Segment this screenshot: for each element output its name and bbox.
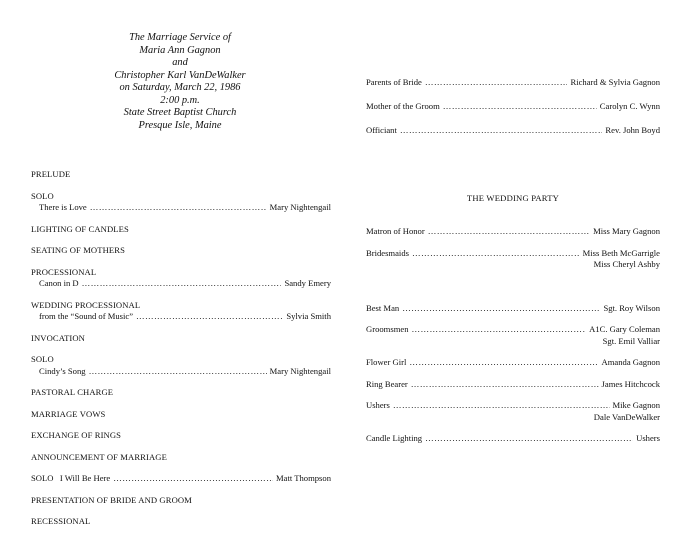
participant-row bbox=[366, 400, 660, 423]
participant-entry bbox=[366, 248, 660, 260]
program-item bbox=[31, 430, 331, 442]
header-line: and bbox=[172, 57, 188, 68]
family-and-officiant bbox=[366, 77, 660, 149]
dot-leader bbox=[412, 248, 580, 260]
role-label: Matron of Honor bbox=[366, 226, 425, 236]
participant-name-extra: Sgt. Emil Valliar bbox=[602, 335, 660, 346]
participant-row bbox=[366, 101, 660, 113]
participant-name: Rev. John Boyd bbox=[605, 125, 660, 135]
participant-row bbox=[366, 324, 660, 347]
program-item-detail bbox=[31, 473, 331, 485]
dot-leader bbox=[82, 278, 282, 290]
service-header bbox=[80, 32, 280, 132]
participant-entry bbox=[366, 357, 660, 369]
program-item-title: PASTORAL CHARGE bbox=[31, 387, 114, 397]
dot-leader bbox=[400, 125, 603, 137]
participant-entry bbox=[366, 324, 660, 336]
header-line: Maria Ann Gagnon bbox=[139, 44, 221, 56]
program-item-title: SOLO bbox=[31, 190, 54, 201]
dot-leader bbox=[425, 77, 568, 89]
dot-leader bbox=[393, 400, 610, 412]
participant-row bbox=[366, 125, 660, 137]
role-label: Officiant bbox=[366, 125, 397, 135]
participant-row bbox=[366, 77, 660, 89]
program-item-title: SOLO bbox=[31, 354, 54, 364]
dot-leader bbox=[428, 226, 590, 238]
header-line: 2:00 p.m. bbox=[160, 94, 200, 106]
role-label: Bridesmaids bbox=[366, 247, 409, 258]
role-label: Flower Girl bbox=[366, 357, 407, 367]
participant-name: Mike Gagnon bbox=[612, 400, 660, 410]
program-item-detail bbox=[31, 202, 331, 214]
participant-name-extra: Miss Cheryl Ashby bbox=[593, 259, 660, 269]
dot-leader bbox=[412, 324, 587, 336]
participant-row bbox=[366, 226, 660, 238]
program-item bbox=[31, 473, 331, 485]
program-item bbox=[31, 495, 331, 507]
dot-leader bbox=[411, 379, 599, 391]
dot-leader bbox=[136, 311, 283, 323]
role-label: Mother of the Groom bbox=[366, 101, 440, 111]
participant-entry bbox=[366, 379, 660, 391]
role-label: Groomsmen bbox=[366, 324, 409, 334]
program-item bbox=[31, 452, 331, 464]
program-item bbox=[31, 333, 331, 345]
program-item bbox=[31, 354, 331, 377]
program-item-title: SOLO I Will Be Here bbox=[31, 473, 111, 483]
performer-name: Sandy Emery bbox=[284, 278, 331, 288]
wedding-party-heading: THE WEDDING PARTY bbox=[466, 193, 560, 203]
role-label: Ring Bearer bbox=[366, 378, 408, 389]
header-line: Presque Isle, Maine bbox=[138, 119, 222, 131]
participant-entry bbox=[366, 101, 660, 113]
role-label: Best Man bbox=[366, 302, 400, 313]
program-item-title: WEDDING PROCESSIONAL bbox=[31, 299, 141, 310]
role-label: Candle Lighting bbox=[366, 433, 423, 443]
participant-row bbox=[366, 303, 660, 315]
program-item-title: EXCHANGE OF RINGS bbox=[31, 430, 122, 440]
program-item-title: PRESENTATION OF BRIDE AND GROOM bbox=[31, 494, 192, 505]
performer-name: Mary Nightengail bbox=[269, 202, 331, 212]
piece-title: Cindy’s Song bbox=[39, 365, 86, 376]
program-item bbox=[31, 267, 331, 290]
program-item bbox=[31, 169, 331, 181]
role-label: Parents of Bride bbox=[366, 77, 422, 87]
participant-row bbox=[366, 248, 660, 271]
performer-name: Sylvia Smith bbox=[286, 311, 331, 321]
participant-entry bbox=[366, 77, 660, 89]
participant-entry bbox=[366, 433, 660, 445]
program-item-detail bbox=[31, 366, 331, 378]
dot-leader bbox=[89, 366, 267, 378]
dot-leader bbox=[425, 433, 633, 445]
role-label: Ushers bbox=[366, 400, 390, 410]
participant-entry bbox=[366, 226, 660, 238]
piece-title: Canon in D bbox=[39, 278, 79, 288]
program-item bbox=[31, 387, 331, 399]
dot-leader bbox=[402, 303, 600, 315]
program-item-title: SEATING OF MOTHERS bbox=[31, 245, 125, 255]
participant-row bbox=[366, 379, 660, 391]
participant-name: Ushers bbox=[636, 433, 660, 443]
piece-title: There is Love bbox=[39, 202, 87, 212]
participant-name: Miss Mary Gagnon bbox=[593, 226, 660, 236]
program-item bbox=[31, 224, 331, 236]
program-item bbox=[31, 409, 331, 421]
program-item bbox=[31, 516, 331, 528]
participant-name-extra: Dale VanDeWalker bbox=[593, 411, 660, 422]
header-line: Christopher Karl VanDeWalker bbox=[114, 69, 246, 81]
program-item bbox=[31, 300, 331, 323]
participant-name: Sgt. Roy Wilson bbox=[603, 302, 660, 313]
program-item-title: INVOCATION bbox=[31, 332, 85, 343]
performer-name: Matt Thompson bbox=[276, 473, 331, 483]
program-item-detail bbox=[31, 278, 331, 290]
order-of-service bbox=[31, 169, 331, 538]
participant-row bbox=[366, 357, 660, 369]
participant-entry bbox=[366, 303, 660, 315]
dot-leader bbox=[443, 101, 597, 113]
participant-row bbox=[366, 433, 660, 445]
section-spacer bbox=[366, 281, 660, 303]
performer-name: Mary Nightengail bbox=[269, 365, 331, 376]
participant-name: Amanda Gagnon bbox=[601, 357, 660, 367]
program-item-detail bbox=[31, 311, 331, 323]
participant-name: A1C. Gary Coleman bbox=[589, 324, 660, 334]
participant-entry bbox=[366, 125, 660, 137]
program-item-title: PROCESSIONAL bbox=[31, 266, 97, 277]
dot-leader bbox=[113, 473, 273, 485]
program-item bbox=[31, 245, 331, 257]
dot-leader bbox=[409, 357, 598, 369]
participant-name: Richard & Sylvia Gagnon bbox=[570, 77, 660, 87]
header-line: State Street Baptist Church bbox=[123, 107, 237, 118]
dot-leader bbox=[90, 202, 267, 214]
program-item bbox=[31, 191, 331, 214]
piece-title: from the “Sound of Music” bbox=[39, 311, 134, 321]
participant-name: Miss Beth McGarrigle bbox=[582, 247, 660, 258]
participant-entry bbox=[366, 400, 660, 412]
program-item-title: MARRIAGE VOWS bbox=[31, 408, 106, 419]
program-item-title: PRELUDE bbox=[31, 169, 71, 179]
wedding-party-list bbox=[366, 226, 660, 455]
program-item-title: ANNOUNCEMENT OF MARRIAGE bbox=[31, 451, 167, 462]
program-item-title: RECESSIONAL bbox=[31, 516, 91, 526]
program-item-title: LIGHTING OF CANDLES bbox=[31, 223, 129, 234]
participant-name: James Hitchcock bbox=[601, 378, 660, 389]
participant-name: Carolyn C. Wynn bbox=[599, 101, 660, 111]
header-line: on Saturday, March 22, 1986 bbox=[119, 82, 241, 93]
header-line: The Marriage Service of bbox=[129, 32, 231, 43]
